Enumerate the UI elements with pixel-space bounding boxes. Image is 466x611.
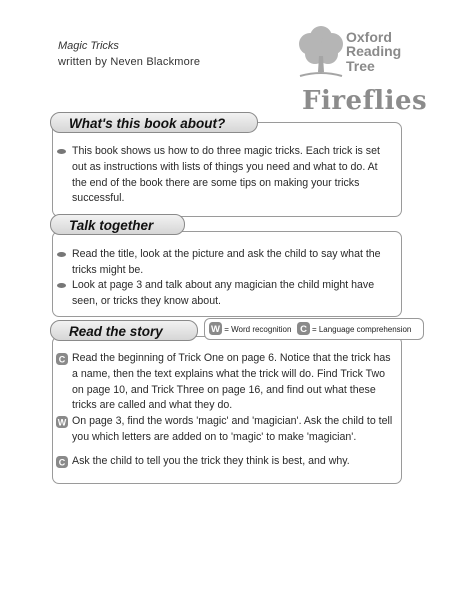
comprehension-icon [56,353,68,365]
logo-tree: Tree [346,58,375,74]
book-title: Magic Tricks [58,40,119,52]
word-recognition-icon [209,322,222,335]
read-item [57,414,394,446]
tree-icon [296,26,346,84]
talk-bullet [72,278,394,310]
book-author: written by Neven Blackmore [58,56,201,68]
read-item-text-2: On page 3, find the words 'magic' and 'magician'. Ask the child to tell you which letters are added on to 'magic' to make 'magician'. [72,415,393,443]
comprehension-icon [56,456,68,468]
bullet-icon [57,283,66,288]
language-comprehension-icon [297,322,310,335]
item-icon-letter: C [58,354,66,365]
read-item-text-3: Ask the child to tell you the trick they think is best, and why. [72,455,350,467]
icon-key [204,318,424,340]
language-comprehension-icon-letter: C [299,324,307,336]
about-bullet [72,144,394,207]
key-comprehension-label: = Language comprehension [311,325,412,334]
item-icon-letter: W [57,417,67,428]
talk-bullet-text-2: Look at page 3 and talk about any magician the child might have seen, or tricks they know about. [72,279,375,307]
logo-oxford: Oxford [346,29,392,45]
oxford-reading-tree-logo [296,26,428,116]
read-item-text-1: Read the beginning of Trick One on page 6. Notice that the trick has a name, then the text explains what the trick will do. Find Trick Two on page 10, and Trick Three on page 16, and find out what these tricks are called and what they do. [72,352,391,412]
key-word-label: = Word recognition [224,325,292,334]
bullet-icon [57,252,66,257]
talk-heading: Talk together [50,214,185,235]
logo-reading: Reading [346,43,402,59]
word-icon [56,416,68,428]
read-heading: Read the story [50,320,198,341]
item-icon-letter: C [58,457,66,468]
bullet-icon [57,149,66,154]
talk-bullet-text-1: Read the title, look at the picture and ask the child to say what the tricks might be. [72,248,381,276]
read-item [58,454,394,470]
logo-series-name: Fireflies [302,86,428,116]
read-item [58,351,394,414]
talk-bullet [72,247,394,279]
about-bullet-text: This book shows us how to do three magic tricks. Each trick is set out as instructions with lists of things you need and what to do. At the end of the book there are some tips on making your tricks successful. [72,145,380,205]
word-recognition-icon-letter: W [211,324,220,336]
about-heading: What's this book about? [50,112,258,133]
